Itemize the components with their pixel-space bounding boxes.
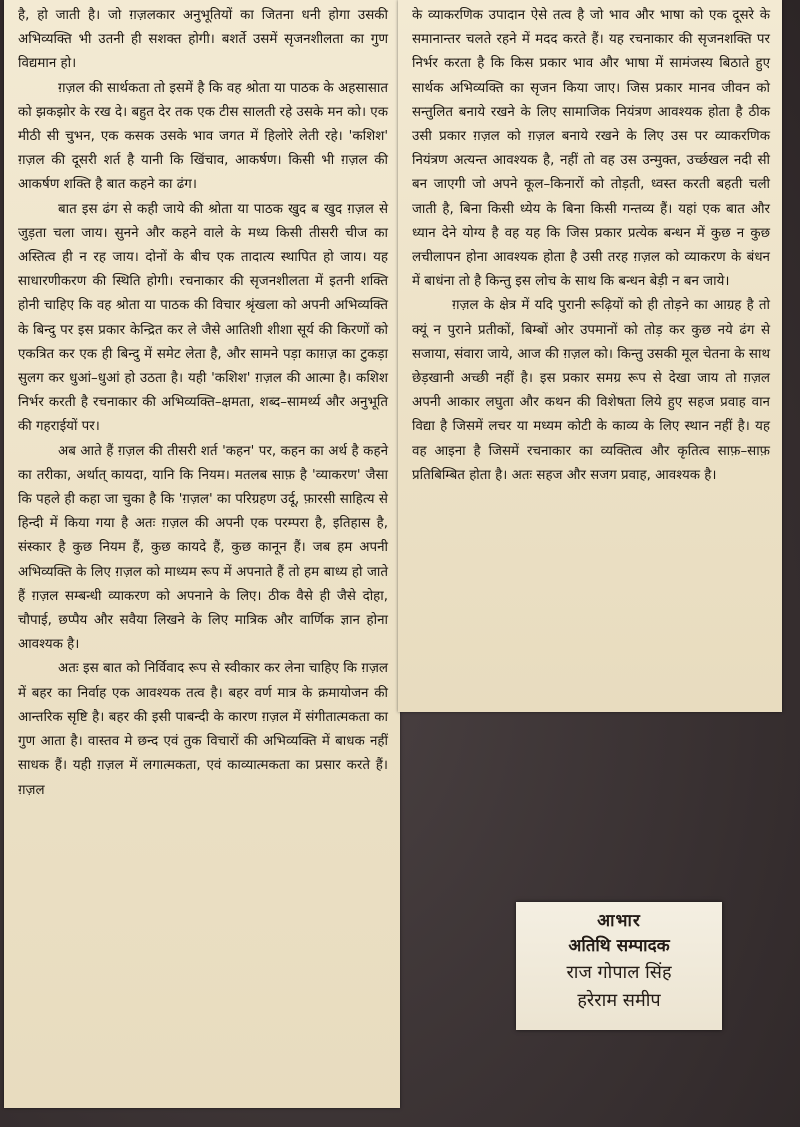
- paragraph: अब आते हैं ग़ज़ल की तीसरी शर्त 'कहन' पर, कहन का अर्थ है कहने का तरीका, अर्थात् कायदा, यानि कि नियम। मतलब साफ़ है 'व्याकरण' जैसा कि पहले ही कहा जा चुका है कि 'ग़ज़ल' का परिग्रहण उर्दू, फ़ारसी साहित्य से हिन्दी में किया गया है अतः ग़ज़ल की अपनी एक परम्परा है, इतिहास है, संस्कार है कुछ नियम हैं, कुछ कायदे हैं, कुछ कानून हैं। जब हम अपनी अभिव्यक्ति के लिए ग़ज़ल को माध्यम रूप में अपनाते हैं तो हम बाध्य हो जाते हैं ग़ज़ल सम्बन्धी व्याकरण को अपनाने के लिए। ठीक वैसे ही जैसे दोहा, चौपाई, छप्पैय और सवैया लिखने के लिए मात्रिक और वार्णिक ज्ञान होना आवश्यक है।: [18, 443, 388, 653]
- paragraph: के व्याकरणिक उपादान ऐसे तत्व है जो भाव और भाषा को एक दूसरे के समानान्तर चलते रहने में मदद करते हैं। यह रचनाकार की सृजनशक्ति पर निर्भर करता है कि किस प्रकार भाव और भाषा में सामंजस्य बिठाते हुए सार्थक अभिव्यक्ति का सृजन किया जाए। जिस प्रकार मानव जीवन को सन्तुलित बनाये रखने के लिए सामाजिक नियंत्रण आवश्यक होता है ठीक उसी प्रकार ग़ज़ल को ग़ज़ल बनाये रखने के लिए उस पर व्याकरणिक नियंत्रण अत्यन्त आवश्यक है, नहीं तो वह उस उन्मुक्त, उर्च्छखल नदी सी बन जाएगी जो अपने कूल–किनारों को तोड़ती, ध्वस्त करती बहती चली जाती है, बिना किसी ध्येय के बिना किसी गन्तव्य हैं। यहां एक बात और ध्यान देने योग्य है वह यह कि जिस प्रकार प्रत्येक बन्धन में कुछ न कुछ लचीलापन होना आवश्यक होता है उसी तरह ग़ज़ल को व्याकरण के बंधन में बाधंना तो है किन्तु इस लोच के साथ कि बन्धन बेड़ी न बन जाये।: [412, 8, 770, 290]
- editor-name: राज गोपाल सिंह: [566, 962, 672, 983]
- paragraph: ग़ज़ल के क्षेत्र में यदि पुरानी रूढ़ियों को ही तोड़ने का आग्रह है तो क्यूं न पुराने प्रतीकों, बिम्बों ओर उपमानों को तोड़ कर कुछ नये ढंग से सजाया, संवारा जाये, आज की ग़ज़ल को। किन्तु उसकी मूल चेतना के साथ छेड़खानी अच्छी नहीं है। इस प्रकार समग्र रूप से देखा जाय तो ग़ज़ल अपनी आकार लघुता और कथन की विशेषता लिये हुए सहज प्रवाह वान विद्या है जिसमें लचर या मध्यम कोटी के काव्य के लिए स्थान नहीं है। यह वह आइना है जिसमें रचनाकार का व्यक्तित्व और कृतित्व साफ़–साफ़ प्रतिबिम्बित होता है। अतः सहज और सजग प्रवाह, आवश्यक है।: [412, 298, 770, 483]
- left-column-clipping: [4, 0, 400, 1108]
- paragraph: ग़ज़ल की सार्थकता तो इसमें है कि वह श्रोता या पाठक के अहसासात को झकझोर के रख दे। बहुत देर तक एक टीस सालती रहे उसके मन को। एक मीठी सी चुभन, एक कसक उसके भाव जगत में हिलोरे लेती रहे। 'कशिश' ग़ज़ल की दूसरी शर्त है यानी कि खिंचाव, आकर्षण। किसी भी ग़ज़ल की आकर्षण शक्ति है बात कहने का ढंग।: [18, 80, 388, 193]
- paragraph: है, हो जाती है। जो ग़ज़लकार अनुभूतियों का जितना धनी होगा उसकी अभिव्यक्ति भी उतनी ही सशक्त होगी। बशर्ते उसमें सृजनशीलता का गुण विद्यमान हो।: [18, 8, 388, 72]
- acknowledgement-box: [516, 902, 722, 1030]
- right-column-clipping: [398, 0, 782, 712]
- editor-name: हरेराम समीप: [577, 990, 661, 1011]
- paragraph: बात इस ढंग से कही जाये की श्रोता या पाठक खुद ब खुद ग़ज़ल से जुड़ता चला जाय। सुनने और कहने वाले के मध्य किसी तीसरी चीज का अस्तित्व ही न रह जाय। दोनों के बीच एक तादात्य स्थापित हो जाय। यह साधारणीकरण की स्थिति होगी। रचनाकार की सृजनशीलता में इतनी शक्ति होनी चाहिए कि वह श्रोता या पाठक की विचार श्रृंखला को अपनी अभिव्यक्ति के बिन्दु पर इस प्रकार केन्द्रित कर ले जैसे आतिशी शीशा सूर्य की किरणों को एकत्रित कर एक ही बिन्दु में समेट लेता है, और सामने पड़ा काग़ज़ का टुकड़ा सुलग कर धुआं–धुआं हो उठता है। यही 'कशिश' ग़ज़ल की आत्मा है। कशिश निर्भर करती है रचनाकार की अभिव्यक्ति–क्षमता, शब्द–सामर्थ्य और अनुभूति की गहराईयों पर।: [18, 201, 388, 435]
- guest-editor-label: अतिथि सम्पादक: [568, 936, 670, 956]
- acknowledgement-title: आभार: [597, 911, 641, 931]
- paragraph: अतः इस बात को निर्विवाद रूप से स्वीकार कर लेना चाहिए कि ग़ज़ल में बहर का निर्वाह एक आवश्यक तत्व है। बहर वर्ण मात्र के क्रमायोजन की आन्तरिक सृष्टि है। बहर की इसी पाबन्दी के कारण ग़ज़ल में संगीतात्मकता का गुण आता है। वास्तव मे छन्द एवं तुक विचारों की अभिव्यक्ति में बाधक नहीं साधक हैं। यही ग़ज़ल में लगात्मकता, एवं काव्यात्मकता का प्रसार करते हैं। ग़ज़ल: [18, 661, 388, 798]
